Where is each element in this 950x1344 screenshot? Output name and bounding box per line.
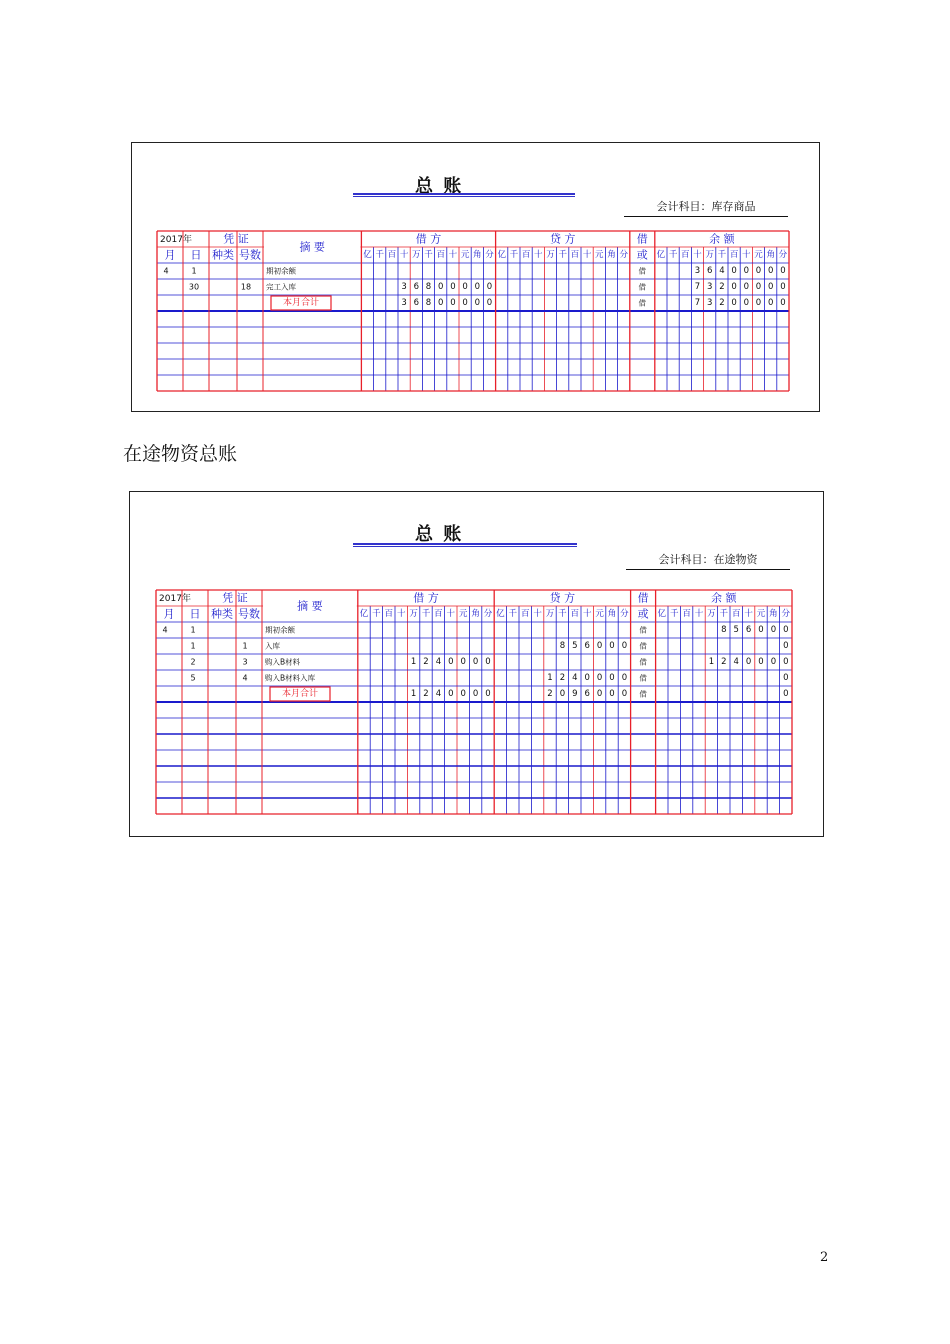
credit-digit: 0 [596, 641, 603, 651]
header-voucher: 凭 证 [222, 591, 248, 605]
digit-label: 分 [485, 250, 494, 260]
header-dc-bottom: 或 [636, 248, 648, 262]
credit-digit: 0 [596, 689, 603, 699]
credit-digit: 2 [547, 689, 553, 699]
balance-digit: 0 [758, 625, 764, 635]
digit-label: 角 [607, 250, 616, 260]
ledger-title: 总 账 [415, 524, 464, 545]
digit-label: 万 [546, 250, 555, 260]
row-dc: 借 [638, 266, 647, 276]
row-vnum: 18 [240, 282, 252, 292]
subject-label: 会计科目： [656, 200, 712, 213]
digit-label: 十 [693, 250, 702, 260]
debit-digit: 0 [462, 282, 468, 292]
balance-digit: 0 [770, 625, 777, 635]
digit-label: 角 [471, 609, 480, 619]
credit-digit: 9 [572, 689, 578, 699]
credit-digit: 0 [621, 673, 628, 683]
balance-digit: 0 [743, 282, 750, 292]
digit-label: 百 [387, 250, 397, 260]
debit-digit: 0 [474, 298, 481, 308]
debit-digit: 0 [486, 298, 493, 308]
digit-label: 亿 [363, 250, 372, 260]
debit-digit: 2 [423, 689, 429, 699]
balance-digit: 2 [719, 282, 725, 292]
header-year: 2017年 [159, 594, 191, 604]
row-vnum: 3 [242, 657, 248, 667]
ledger-title: 总 账 [415, 176, 464, 197]
row-day: 1 [190, 641, 196, 651]
debit-digit: 0 [437, 298, 444, 308]
row-day: 1 [191, 266, 197, 276]
row-dc: 借 [639, 689, 647, 699]
credit-digit: 0 [596, 673, 603, 683]
digit-label: 十 [582, 609, 592, 619]
subject-field [624, 198, 788, 217]
header-dc-top: 借 [636, 232, 648, 246]
digit-label: 千 [558, 609, 567, 619]
row-summary: 期初余额 [265, 625, 295, 635]
credit-digit: 0 [609, 673, 615, 683]
digit-label: 百 [731, 609, 741, 619]
digit-label: 角 [607, 609, 617, 619]
header-vnum: 号数 [239, 248, 261, 262]
balance-digit: 0 [743, 298, 750, 308]
balance-digit: 2 [719, 298, 725, 308]
digit-label: 元 [754, 250, 763, 260]
credit-digit: 0 [609, 641, 615, 651]
row-month: 4 [162, 625, 168, 635]
digit-label: 十 [582, 250, 592, 260]
header-day: 日 [190, 248, 202, 262]
credit-digit: 6 [584, 689, 590, 699]
balance-digit: 0 [745, 657, 752, 667]
digit-label: 千 [424, 250, 433, 260]
row-dc: 借 [639, 641, 647, 651]
debit-digit: 0 [462, 298, 468, 308]
digit-label: 十 [694, 609, 704, 619]
balance-digit: 4 [733, 657, 739, 667]
digit-label: 千 [558, 250, 567, 260]
balance-digit: 0 [780, 298, 786, 308]
header-debit: 借 方 [415, 232, 442, 246]
digit-label: 元 [458, 609, 468, 619]
digit-label: 百 [729, 250, 739, 260]
balance-digit: 0 [783, 673, 789, 683]
header-voucher: 凭 证 [223, 232, 249, 246]
credit-digit: 6 [584, 641, 590, 651]
digit-label: 千 [375, 250, 384, 260]
credit-digit: 8 [559, 641, 566, 651]
row-summary: 期初余额 [266, 266, 296, 276]
digit-label: 亿 [359, 609, 369, 619]
digit-label: 千 [509, 250, 519, 260]
header-balance: 余 额 [709, 232, 735, 246]
balance-digit: 0 [758, 657, 764, 667]
row-vnum: 4 [242, 673, 248, 683]
digit-label: 角 [766, 250, 775, 260]
subject-value: 在途物资 [713, 553, 758, 566]
header-summary: 摘 要 [297, 599, 323, 613]
digit-label: 万 [545, 609, 555, 619]
debit-digit: 0 [472, 657, 479, 667]
digit-label: 百 [570, 250, 580, 260]
title-underline [353, 543, 577, 547]
header-balance: 余 额 [711, 591, 737, 605]
row-summary: 本月合计 [282, 298, 320, 308]
digit-label: 千 [508, 609, 518, 619]
balance-digit: 6 [745, 625, 752, 635]
digit-label: 十 [533, 609, 542, 619]
digit-label: 万 [705, 250, 714, 260]
digit-label: 分 [620, 609, 629, 619]
digit-label: 千 [421, 609, 431, 619]
header-vnum: 号数 [238, 607, 260, 621]
digit-label: 元 [595, 609, 604, 619]
header-month: 月 [163, 607, 175, 621]
row-summary: 完工入库 [266, 282, 296, 292]
header-dc-bottom: 或 [637, 607, 649, 621]
row-day: 30 [188, 282, 200, 292]
credit-digit: 0 [584, 673, 590, 683]
balance-digit: 3 [694, 266, 701, 276]
digit-label: 千 [669, 609, 679, 619]
debit-digit: 0 [448, 689, 454, 699]
digit-label: 万 [707, 609, 716, 619]
balance-digit: 7 [694, 298, 701, 308]
debit-digit: 0 [472, 689, 479, 699]
page-number: 2 [820, 1250, 829, 1265]
debit-digit: 0 [474, 282, 481, 292]
row-day: 5 [190, 673, 196, 683]
balance-digit: 0 [731, 282, 737, 292]
digit-label: 百 [384, 609, 394, 619]
digit-label: 十 [396, 609, 406, 619]
row-dc: 借 [639, 673, 647, 683]
digit-label: 十 [399, 250, 409, 260]
digit-label: 亿 [496, 609, 505, 619]
credit-digit: 0 [621, 641, 628, 651]
balance-digit: 0 [780, 266, 786, 276]
debit-digit: 8 [425, 282, 432, 292]
digit-label: 万 [412, 250, 421, 260]
digit-label: 十 [446, 609, 456, 619]
balance-digit: 0 [767, 298, 774, 308]
debit-digit: 0 [485, 689, 491, 699]
debit-digit: 0 [450, 298, 456, 308]
row-day: 1 [190, 625, 196, 635]
digit-label: 角 [769, 609, 778, 619]
balance-digit: 0 [755, 298, 762, 308]
debit-digit: 4 [435, 689, 442, 699]
header-vtype: 种类 [211, 607, 233, 621]
balance-digit: 5 [733, 625, 739, 635]
balance-digit: 0 [783, 625, 789, 635]
credit-digit: 1 [547, 673, 553, 683]
balance-digit: 4 [719, 266, 725, 276]
digit-label: 千 [668, 250, 678, 260]
debit-digit: 0 [486, 282, 493, 292]
digit-label: 分 [778, 250, 788, 260]
credit-digit: 2 [559, 673, 566, 683]
balance-digit: 0 [767, 282, 774, 292]
row-summary: 入库 [265, 641, 280, 651]
debit-digit: 0 [460, 657, 466, 667]
debit-digit: 0 [437, 282, 444, 292]
debit-digit: 8 [425, 298, 432, 308]
debit-digit: 0 [448, 657, 454, 667]
digit-label: 百 [682, 609, 691, 619]
debit-digit: 1 [410, 689, 417, 699]
digit-label: 十 [742, 250, 751, 260]
row-summary: 购入B材料入库 [265, 673, 316, 683]
balance-digit: 0 [770, 657, 777, 667]
credit-digit: 0 [559, 689, 566, 699]
row-month: 4 [163, 266, 169, 276]
balance-digit: 0 [731, 298, 737, 308]
header-year: 2017年 [160, 235, 192, 245]
balance-digit: 8 [721, 625, 727, 635]
row-dc: 借 [639, 625, 647, 635]
digit-label: 十 [744, 609, 753, 619]
debit-digit: 3 [401, 298, 407, 308]
subject-label: 会计科目： [658, 553, 714, 566]
header-vtype: 种类 [212, 248, 234, 262]
digit-label: 千 [719, 609, 729, 619]
debit-digit: 3 [401, 282, 407, 292]
digit-label: 亿 [657, 609, 667, 619]
row-vnum: 1 [242, 641, 248, 651]
balance-digit: 0 [780, 282, 786, 292]
balance-digit: 0 [743, 266, 750, 276]
balance-digit: 0 [755, 266, 762, 276]
row-summary: 本月合计 [281, 689, 319, 699]
digit-label: 角 [473, 250, 482, 260]
digit-label: 十 [534, 250, 543, 260]
row-dc: 借 [639, 657, 647, 667]
digit-label: 千 [717, 250, 727, 260]
debit-digit: 6 [413, 298, 420, 308]
header-summary: 摘 要 [299, 240, 325, 254]
balance-digit: 0 [731, 266, 737, 276]
balance-digit: 6 [706, 266, 713, 276]
subject-value: 库存商品 [711, 200, 756, 213]
ledger-table [156, 590, 794, 816]
row-summary: 购入B材料 [265, 657, 301, 667]
balance-digit: 1 [708, 657, 715, 667]
digit-label: 元 [595, 250, 604, 260]
debit-digit: 1 [410, 657, 417, 667]
credit-digit: 5 [572, 641, 578, 651]
subject-field [626, 551, 790, 570]
digit-label: 万 [409, 609, 418, 619]
digit-label: 元 [460, 250, 470, 260]
debit-digit: 4 [435, 657, 442, 667]
credit-digit: 0 [621, 689, 628, 699]
debit-digit: 0 [460, 689, 466, 699]
digit-label: 百 [521, 250, 531, 260]
balance-digit: 0 [783, 657, 789, 667]
header-debit: 借 方 [413, 591, 439, 605]
digit-label: 百 [434, 609, 443, 619]
section-label: 在途物资总账 [123, 443, 238, 465]
debit-digit: 2 [423, 657, 429, 667]
balance-digit: 3 [706, 282, 713, 292]
title-underline [353, 193, 575, 197]
row-dc: 借 [638, 298, 647, 308]
ledger-table [157, 231, 791, 393]
row-dc: 借 [638, 282, 647, 292]
credit-digit: 4 [572, 673, 578, 683]
debit-digit: 0 [485, 657, 491, 667]
digit-label: 百 [570, 609, 580, 619]
balance-digit: 0 [783, 641, 789, 651]
debit-digit: 0 [450, 282, 456, 292]
digit-label: 十 [448, 250, 458, 260]
row-day: 2 [190, 657, 196, 667]
balance-digit: 0 [783, 689, 789, 699]
header-credit: 贷 方 [549, 232, 576, 246]
digit-label: 千 [372, 609, 381, 619]
digit-label: 分 [781, 609, 791, 619]
balance-digit: 7 [694, 282, 701, 292]
balance-digit: 3 [706, 298, 713, 308]
header-credit: 贷 方 [549, 591, 576, 605]
debit-digit: 6 [413, 282, 420, 292]
digit-label: 百 [520, 609, 530, 619]
header-month: 月 [164, 248, 176, 262]
header-dc-top: 借 [637, 591, 649, 605]
digit-label: 百 [436, 250, 445, 260]
digit-label: 百 [681, 250, 690, 260]
credit-digit: 0 [609, 689, 615, 699]
balance-digit: 0 [755, 282, 762, 292]
digit-label: 亿 [656, 250, 666, 260]
header-day: 日 [189, 607, 201, 621]
digit-label: 分 [619, 250, 628, 260]
digit-label: 亿 [497, 250, 506, 260]
digit-label: 元 [756, 609, 766, 619]
digit-label: 分 [483, 609, 493, 619]
balance-digit: 2 [721, 657, 727, 667]
balance-digit: 0 [767, 266, 774, 276]
